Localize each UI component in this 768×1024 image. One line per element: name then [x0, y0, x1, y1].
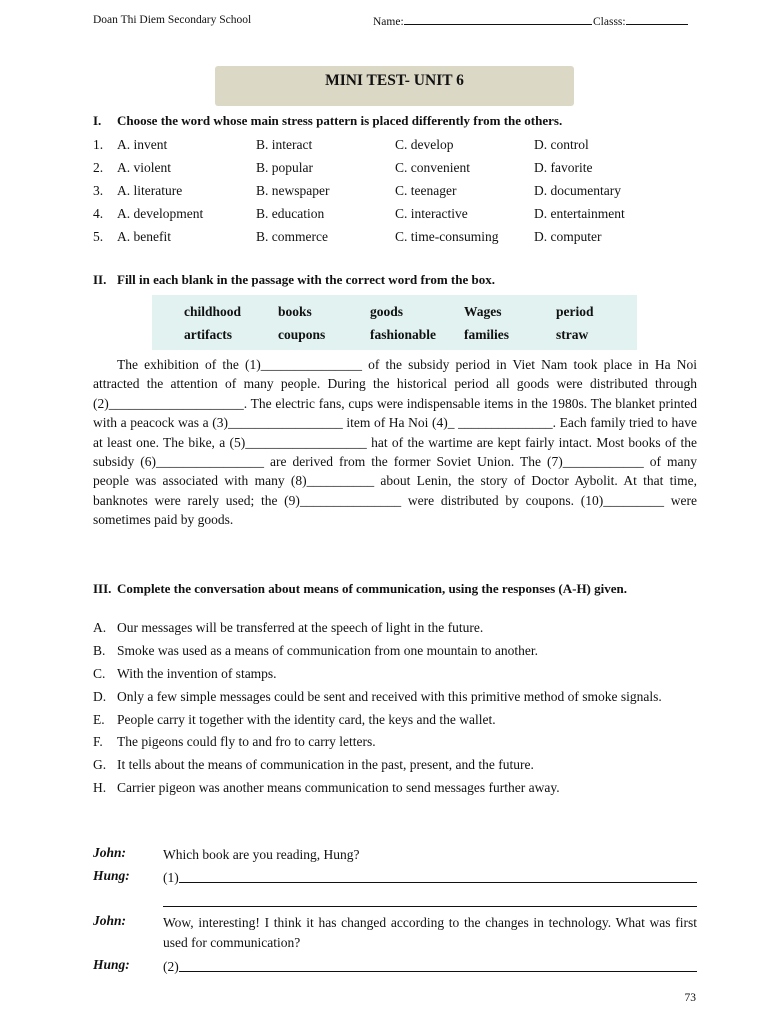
response-item: [93, 778, 697, 798]
option-b[interactable]: B. commerce: [256, 229, 328, 244]
speaker-label: John:: [93, 845, 127, 860]
response-item: [93, 710, 697, 730]
question-row: [93, 133, 697, 156]
response-letter: D.: [93, 688, 107, 704]
section-2-numeral: II.: [93, 272, 107, 287]
section-1-heading: [93, 113, 697, 129]
speaker-label: Hung:: [93, 868, 130, 883]
option-b[interactable]: B. popular: [256, 160, 313, 175]
page-number: 73: [684, 992, 696, 1004]
option-a[interactable]: A. development: [117, 206, 204, 221]
answer-number: (2): [163, 959, 179, 974]
response-item: [93, 755, 697, 775]
word-item: goods: [370, 304, 404, 319]
response-letter: H.: [93, 780, 107, 796]
word-item: coupons: [278, 327, 326, 342]
section-1-numeral: I.: [93, 113, 102, 128]
dialogue-answer[interactable]: [93, 957, 697, 977]
option-d[interactable]: D. control: [534, 137, 589, 152]
response-letter: A.: [93, 620, 107, 635]
question-row: [93, 156, 697, 179]
dialogue-answer[interactable]: [93, 868, 697, 908]
word-item: artifacts: [184, 327, 232, 342]
name-field[interactable]: [373, 14, 592, 28]
option-d[interactable]: D. computer: [534, 229, 602, 244]
response-text: Our messages will be transferred at the speech of light in the future.: [117, 620, 484, 635]
response-text: It tells about the means of communication in the past, present, and the future.: [117, 757, 534, 773]
section-3-heading: [93, 579, 697, 599]
class-field[interactable]: [593, 14, 688, 28]
option-b[interactable]: B. education: [256, 206, 325, 221]
option-b[interactable]: B. interact: [256, 137, 313, 152]
option-b[interactable]: B. newspaper: [256, 183, 330, 198]
option-c[interactable]: C. interactive: [395, 206, 468, 221]
dialogue-text: Wow, interesting! I think it has changed according to the changes in technology. What was first used for communication?: [163, 915, 697, 950]
option-c[interactable]: C. convenient: [395, 160, 470, 175]
word-item: books: [278, 304, 312, 319]
option-d[interactable]: D. favorite: [534, 160, 593, 175]
section-2-heading: [93, 272, 697, 288]
answer-blank[interactable]: [163, 868, 697, 888]
response-text: Only a few simple messages could be sent and received with this primitive method of smoke signals.: [117, 688, 662, 704]
answer-number: (1): [163, 870, 179, 885]
school-name: Doan Thi Diem Secondary School: [93, 14, 252, 26]
answer-line[interactable]: [163, 905, 697, 907]
option-c[interactable]: C. time-consuming: [395, 229, 499, 244]
response-letter: F.: [93, 734, 103, 750]
word-item: straw: [556, 327, 589, 342]
question-number: 3.: [93, 183, 104, 198]
response-item: [93, 641, 697, 661]
option-c[interactable]: C. develop: [395, 137, 454, 152]
word-item: Wages: [464, 304, 502, 319]
response-text: Smoke was used as a means of communication from one mountain to another.: [117, 642, 539, 658]
response-letter: C.: [93, 665, 106, 681]
question-number: 4.: [93, 206, 104, 221]
response-letter: G.: [93, 757, 107, 773]
section-1-instruction: Choose the word whose main stress pattern is placed differently from the others.: [117, 113, 563, 128]
word-item: period: [556, 304, 594, 319]
section-3-numeral: III.: [93, 581, 112, 596]
speaker-label: Hung:: [93, 957, 130, 972]
stress-questions: [93, 133, 697, 248]
option-a[interactable]: A. benefit: [117, 229, 171, 244]
option-a[interactable]: A. literature: [117, 183, 183, 198]
option-d[interactable]: D. entertainment: [534, 206, 625, 221]
response-item: [93, 618, 697, 638]
dialogue-text: Which book are you reading, Hung?: [163, 847, 360, 862]
response-letter: E.: [93, 711, 105, 727]
section-3-instruction: Complete the conversation about means of communication, using the responses (A-H) given.: [117, 581, 627, 596]
option-a[interactable]: A. invent: [117, 137, 168, 152]
response-list: [93, 618, 697, 801]
class-label: Classs:: [593, 16, 626, 28]
name-label: Name:: [373, 16, 404, 28]
response-item: [93, 732, 697, 752]
page-header: [93, 14, 698, 30]
response-text: People carry it together with the identity card, the keys and the wallet.: [117, 711, 496, 727]
response-item: [93, 687, 697, 707]
response-letter: B.: [93, 642, 106, 658]
word-item: fashionable: [370, 327, 437, 342]
question-row: [93, 225, 697, 248]
response-text: The pigeons could fly to and fro to carry letters.: [117, 734, 376, 750]
option-a[interactable]: A. violent: [117, 160, 171, 175]
word-item: childhood: [184, 304, 242, 319]
question-number: 5.: [93, 229, 104, 244]
cloze-passage[interactable]: The exhibition of the (1)_______________ of the subsidy period in Viet Nam took place in Ha Noi attracted the attention of many people. During the historical period all goods were distributed through (2)____________________. The electric fans, cups were indispensable items in the 1980s. The blanket printed with a peacock was a (3)_________________ item of Ha Noi (4)_ ______________. Each family tried to have at least one. The bike, a (5)__________________ hat of the wartime are kept fairly intact. Most books of the subsidy (6)________________ are derived from the former Soviet Union. The (7)____________ of many people was associated with many (8)__________ about Lenin, the story of Doctor Aybolit. At that time, banknotes were rarely used; the (9)_______________ were distributed by coupons. (10)_________ were sometimes paid by goods.: [93, 357, 697, 528]
option-c[interactable]: C. teenager: [395, 183, 457, 198]
option-d[interactable]: D. documentary: [534, 183, 621, 198]
response-text: Carrier pigeon was another means communication to send messages further away.: [117, 780, 560, 796]
question-number: 1.: [93, 137, 104, 152]
test-title: MINI TEST- UNIT 6: [215, 66, 574, 106]
response-item: [93, 664, 697, 684]
question-row: [93, 202, 697, 225]
response-text: With the invention of stamps.: [117, 665, 277, 681]
word-item: families: [464, 327, 509, 342]
answer-blank[interactable]: [163, 957, 697, 977]
question-row: [93, 179, 697, 202]
question-number: 2.: [93, 160, 104, 175]
speaker-label: John:: [93, 913, 127, 928]
section-2-instruction: Fill in each blank in the passage with the correct word from the box.: [117, 272, 495, 287]
dialogue-line: [93, 845, 697, 865]
word-box: [152, 295, 637, 350]
dialogue-line: [93, 913, 697, 953]
